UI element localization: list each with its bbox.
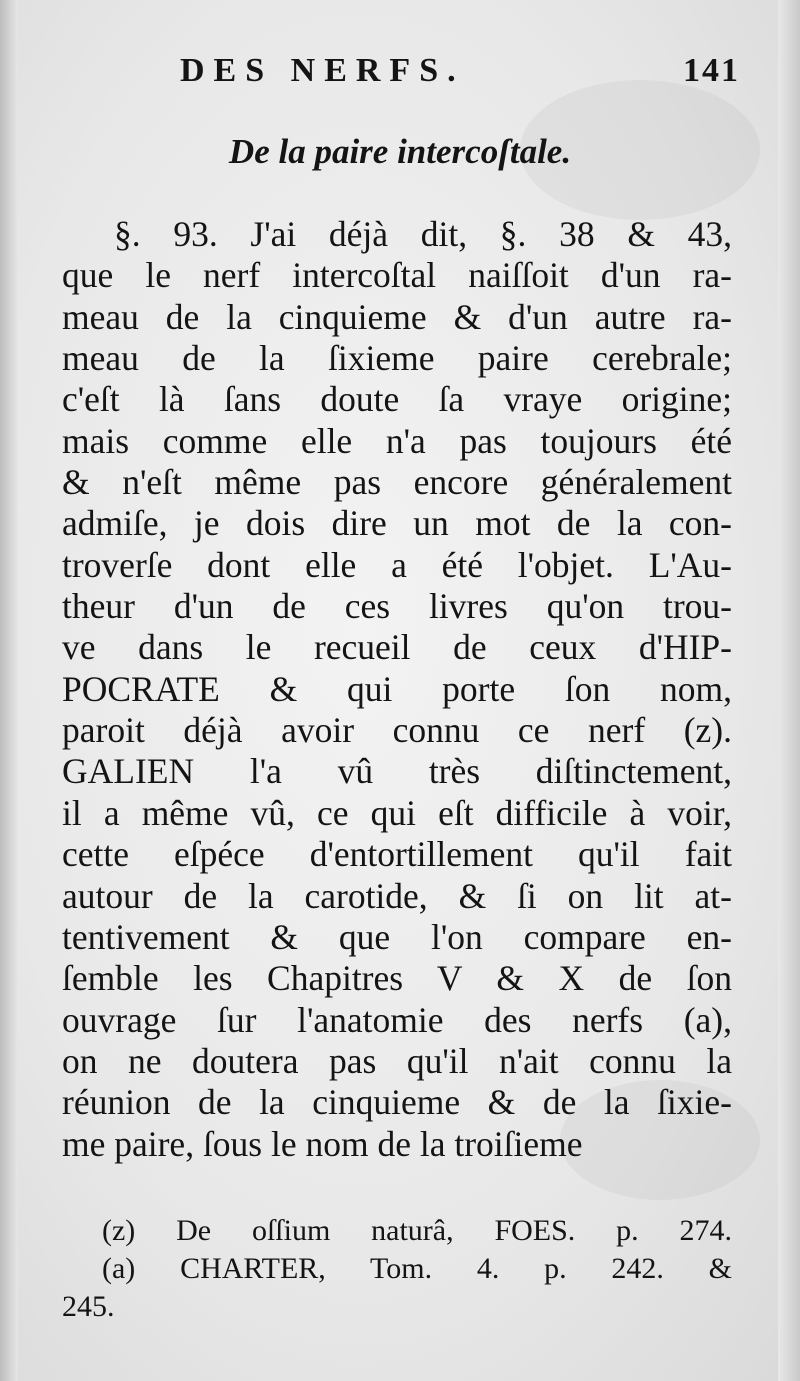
text-line: paroit déjà avoir connu ce nerf (z). [62,710,732,751]
text-line: GALIEN l'a vû très diſtinctement, [62,751,732,792]
running-title: DES NERFS. [180,52,465,89]
footnote-a: (a) CHARTER, Tom. 4. p. 242. & [102,1252,732,1285]
text-line: il a même vû, ce qui eſt difficile à voir, [62,792,732,833]
text-line: autour de la carotide, & ſi on lit at- [62,875,732,916]
running-head [180,52,740,102]
footnotes [62,1212,732,1326]
text-line: meau de la cinquieme & d'un autre ra- [62,296,732,337]
section-title: De la paire intercoſtale. [228,132,572,171]
text-line: ſemble les Chapitres V & X de ſon [62,958,732,999]
text-line: me paire, ſous le nom de la troiſieme [62,1123,583,1164]
text-line: réunion de la cinquieme & de la ſixie- [62,1082,732,1123]
text-line: tentivement & que l'on compare en- [62,916,732,957]
text-line: cette eſpéce d'entortillement qu'il fait [62,834,732,875]
text-line: ouvrage ſur l'anatomie des nerfs (a), [62,999,732,1040]
text-line: POCRATE & qui porte ſon nom, [62,668,732,709]
text-line: mais comme elle n'a pas toujours été [62,420,732,461]
text-line: §. 93. J'ai déjà dit, §. 38 & 43, [114,214,732,254]
paragraph [62,214,732,1165]
text-line: meau de la ſixieme paire cerebrale; [62,338,732,379]
text-line: troverſe dont elle a été l'objet. L'Au- [62,544,732,585]
text-line: theur d'un de ces livres qu'on trou- [62,586,732,627]
text-line: admiſe, je dois dire un mot de la con- [62,503,732,544]
page-gutter-shadow [0,0,18,1381]
footnote-a-continuation: 245. [62,1290,115,1323]
text-line: c'eſt là ſans doute ſa vraye origine; [62,379,732,420]
page-edge-shadow [778,0,800,1381]
text-line: que le nerf intercoſtal naiſſoit d'un ra- [62,255,732,296]
text-line: & n'eſt même pas encore généralement [62,462,732,503]
text-line: on ne doutera pas qu'il n'ait connu la [62,1040,732,1081]
footnote-z: (z) De oſſium naturâ, FOES. p. 274. [102,1214,732,1247]
text-line: ve dans le recueil de ceux d'HIP- [62,627,732,668]
page-number: 141 [683,52,740,89]
